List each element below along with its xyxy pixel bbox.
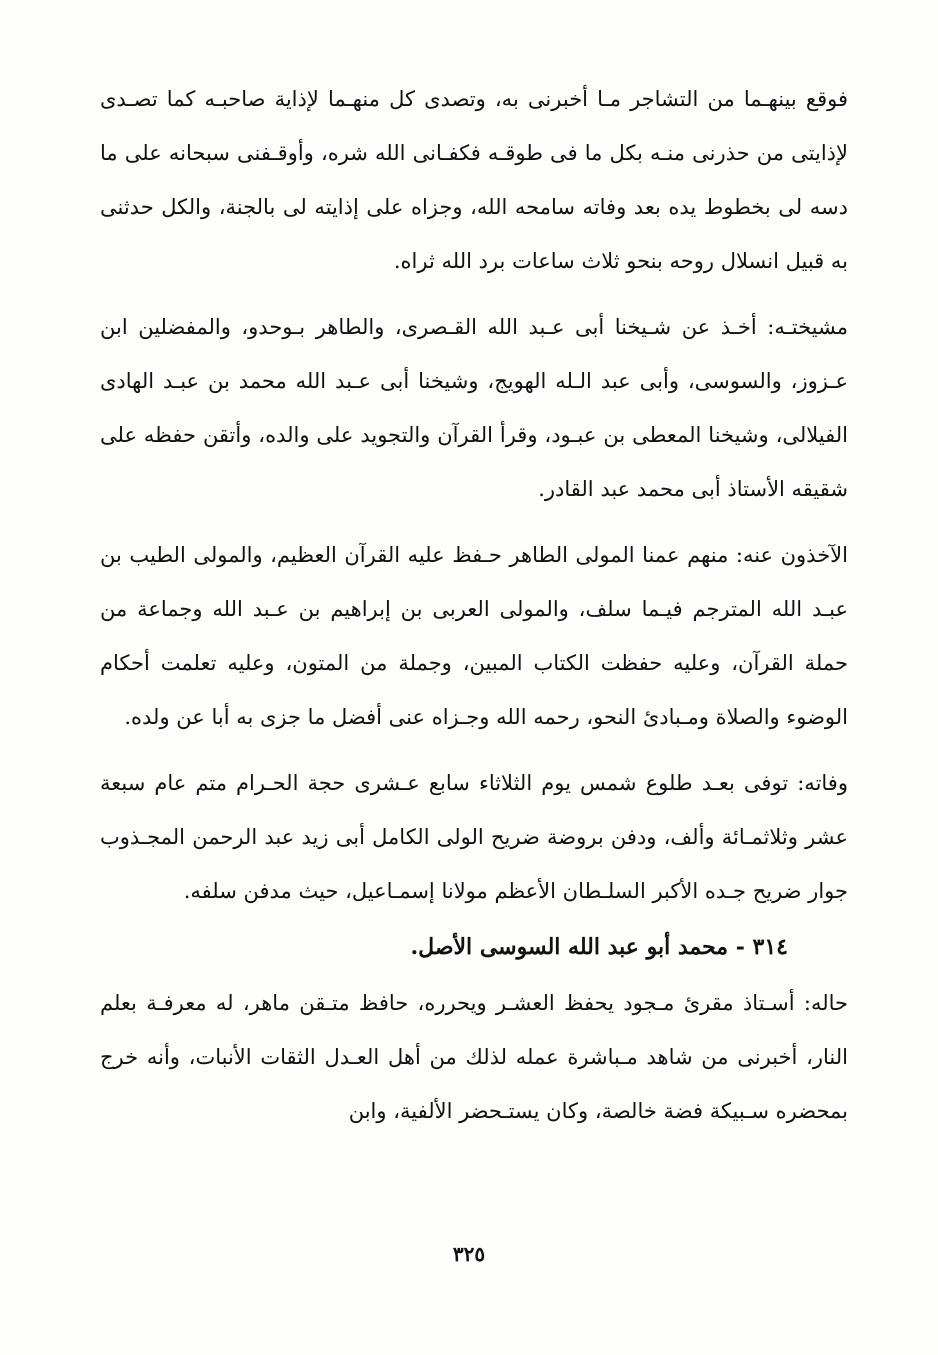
text-column	[100, 72, 848, 1138]
paragraph-dispute: فوقع بينهـما من التشاجر مـا أخبرنى به، وتصدى كل منهـما لإذاية صاحبـه كما تصـدى لإذايتى من حذرنى منـه بكل ما فى طوقـه فكفـانى الله شره، وأوقـفنى سبحانه على ما دسه لى بخطوط يده بعد وفاته سامحه الله، وجزاه على إذايته لى بالجنة، والكل حدثنى به قبيل انسلال روحه بنحو ثلاث ساعات برد الله ثراه.	[100, 87, 848, 273]
paragraph-gap	[100, 516, 848, 528]
paragraph-students: الآخذون عنه: منهم عمنا المولى الطاهر حـفظ عليه القرآن العظيم، والمولى الطيب بن عبـد الله المترجم فيـما سلف، والمولى العربى بن إبراهيم بن عـبد الله وجماعة من حملة القرآن، وعليه حفظت الكتاب المبين، وجملة من المتون، وعليه تعلمت أحكام الوضوء والصلاة ومـبادئ النحو، رحمه الله وجـزاه عنى أفضل ما جزى به أبا عن ولده.	[100, 543, 848, 729]
paragraph-biography: حاله: أسـتاذ مقرئ مـجود يحفظ العشـر ويحرره، حافظ متـقن ماهر، له معرفـة بعلم النار، أخبرنى من شاهد مـباشرة عمله لذلك من أهل العـدل الثقات الأنبات، وأنه خرج بمحضره سـبيكة فضة خالصة، وكان يستـحضر الألفية، وابن	[100, 991, 848, 1123]
paragraph-teachers: مشيختـه: أخـذ عن شـيخنا أبى عـبد الله القـصرى، والطاهر بـوحدو، والمفضلين ابن عـزوز، والسوسى، وأبى عبد الـله الهويج، وشيخنا أبى عـبد الله محمد بن عبـد الهادى الفيلالى، وشيخنا المعطى بن عبـود، وقرأ القرآن والتجويد على والده، وأتقن حفظه على شقيقه الأستاذ أبى محمد عبد القادر.	[100, 315, 848, 501]
paragraph-death: وفاته: توفى بعـد طلوع شمس يوم الثلاثاء سابع عـشرى حجة الحـرام متم عام سبعة عشر وثلاثمـائة وألف، ودفن بروضة ضريح الولى الكامل أبى زيد عبد الرحمن المجـذوب جوار ضريح جـده الأكبر السلـطان الأعظم مولانا إسمـاعيل، حيث مدفن سلفه.	[100, 771, 848, 903]
entry-heading: ٣١٤ - محمد أبو عبد الله السوسى الأصل.	[410, 934, 788, 960]
page-number: ٣٢٥	[452, 1242, 486, 1266]
paragraph-gap	[100, 744, 848, 756]
paragraph-gap	[100, 288, 848, 300]
